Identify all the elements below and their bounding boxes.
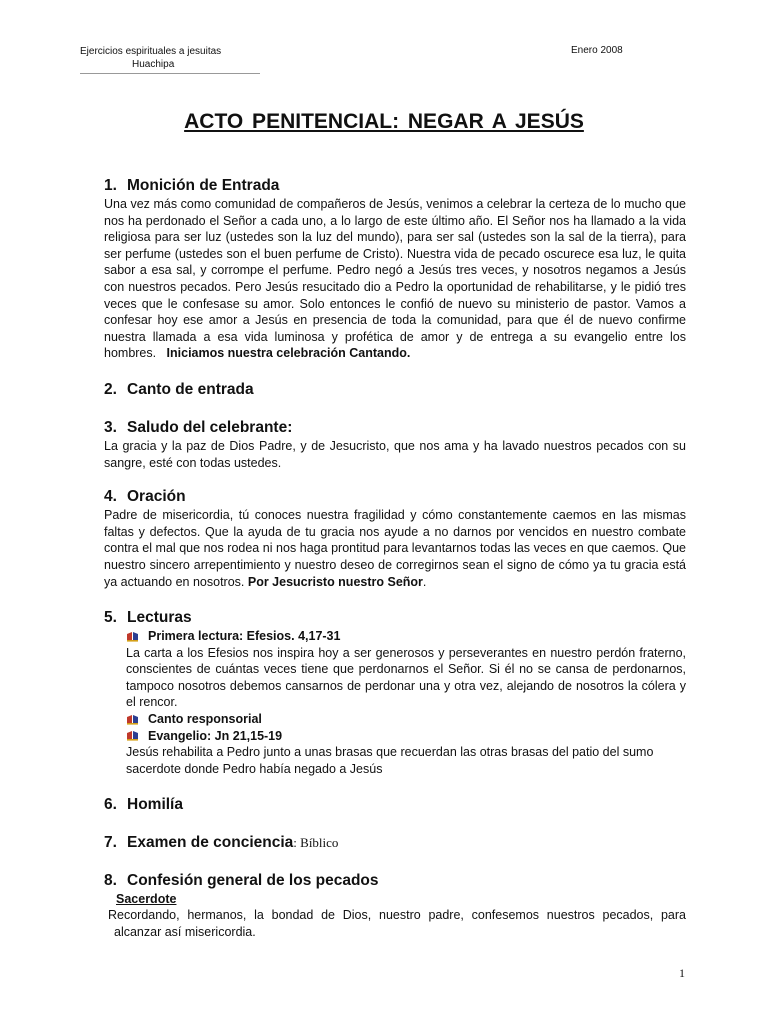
section-heading-8	[104, 871, 686, 891]
section-number: 6.	[104, 796, 117, 814]
header-rule	[80, 73, 260, 74]
section-heading-7	[104, 833, 686, 853]
section-1-paragraph	[104, 196, 686, 362]
oracion-tail-punct: .	[422, 574, 427, 589]
header-course: Ejercicios espirituales a jesuitas	[80, 46, 222, 57]
section-title: Saludo del celebrante:	[127, 418, 293, 436]
list-item	[126, 728, 686, 745]
list-item	[126, 711, 686, 728]
section-heading-5	[104, 608, 686, 628]
reading-label: Evangelio: Jn 21,15-19	[148, 728, 283, 743]
speaker-label: Sacerdote	[116, 892, 177, 907]
reading-label: Primera lectura: Efesios. 4,17-31	[148, 629, 341, 644]
section-heading-4	[104, 487, 686, 507]
document-body	[104, 176, 686, 941]
header-left	[80, 45, 221, 71]
section-title: Confesión general de los pecados	[127, 872, 379, 890]
book-bullet-icon	[126, 631, 148, 642]
readings-list	[104, 628, 686, 777]
section-number: 5.	[104, 609, 117, 627]
header-location: Huachipa	[132, 59, 175, 70]
book-bullet-icon	[126, 714, 148, 725]
reading-text: La carta a los Efesios nos inspira hoy a ser generosos y perseverantes en nuestro perdón fraterno, conscientes de cuántas veces tiene que perdonarnos el Señor. Si él no se cansa de perdonarnos, tampoco nosotros debemos cansarnos de perdonar una y otra vez, alejando de nosotros la cólera y el rencor.	[126, 645, 686, 710]
section-title: Lecturas	[127, 609, 192, 627]
section-title: Monición de Entrada	[127, 177, 280, 194]
confession-text: Recordando, hermanos, la bondad de Dios, nuestro padre, confesemos nuestros pecados, para alcanzar así misericordia.	[108, 908, 686, 940]
monicion-bold-tail: Iniciamos nuestra celebración Cantando.	[166, 346, 411, 361]
book-bullet-icon	[126, 730, 148, 741]
section-3-paragraph: La gracia y la paz de Dios Padre, y de Jesucristo, que nos ama y ha lavado nuestros pecados con su sangre, esté con todas ustedes.	[104, 438, 686, 470]
reading-text: Jesús rehabilita a Pedro junto a unas brasas que recuerdan las otras brasas del patio del sumo sacerdote donde Pedro había negado a Jesús	[126, 745, 654, 776]
section-number: 7.	[104, 834, 117, 852]
section-heading-6	[104, 795, 686, 815]
section-title: Homilía	[127, 796, 183, 814]
reading-label: Canto responsorial	[148, 712, 262, 727]
section-heading-2	[104, 380, 686, 400]
section-heading-1	[104, 176, 686, 196]
oracion-text: Padre de misericordia, tú conoces nuestra fragilidad y cómo constantemente caemos en las mismas faltas y defectos. Que la ayuda de tu gracia nos ayude a no darnos por vencidos en nuestro combate contra el mal que nos rodea ni nos haga prontitud para levantarnos todas las veces en que caemos. Que nuestro sincero arrepentimiento y nuestro deseo de corregirnos sean el signo de cómo ya tu gracia está ya actuando en nosotros.	[104, 508, 686, 589]
section-number: 1.	[104, 177, 117, 194]
section-title: Canto de entrada	[127, 380, 254, 398]
oracion-bold-tail: Por Jesucristo nuestro Señor	[247, 574, 423, 589]
page-number: 1	[679, 966, 685, 980]
monicion-text: Una vez más como comunidad de compañeros de Jesús, venimos a celebrar la certeza de lo mucho que nos ha perdonado el Señor a cada uno, a lo largo de este último año. El Señor nos ha llamado a la vida religiosa para ser luz (ustedes son la luz del mundo), para ser sal (ustedes son la sal de la tierra), para ser perfume (ustedes son el buen perfume de Cristo). Nuestra vida de pecado oscurece esa luz, le quita sabor a esa sal, y corrompe el perfume. Pedro negó a Jesús tres veces, y nosotros negamos a Jesús con nuestros pecados. Pero Jesús resucitado dio a Pedro la oportunidad de rehabilitarse, y le pidió tres veces que le confesase su amor. Solo entonces le confió de nuevo su ministerio de pastor. Vamos a confesar hoy ese amor a Jesús en presencia de toda la comunidad, para que él de nuevo confirme nuestra llamada a esa vida luminosa y profética de amor y de entrega a su evangelio entre los hombres.	[104, 197, 686, 361]
header-date: Enero 2008	[571, 45, 623, 56]
section-title: Oración	[127, 488, 186, 506]
section-number: 3.	[104, 418, 117, 436]
section-number: 2.	[104, 380, 117, 398]
list-item	[126, 628, 686, 645]
section-number: 4.	[104, 488, 117, 506]
document-title: ACTO PENITENCIAL: NEGAR A JESÚS	[184, 110, 584, 133]
section-heading-3	[104, 418, 686, 438]
section-4-paragraph	[104, 507, 686, 590]
section-suffix: : Bíblico	[293, 835, 339, 851]
section-title: Examen de conciencia	[127, 834, 294, 852]
section-number: 8.	[104, 872, 117, 890]
